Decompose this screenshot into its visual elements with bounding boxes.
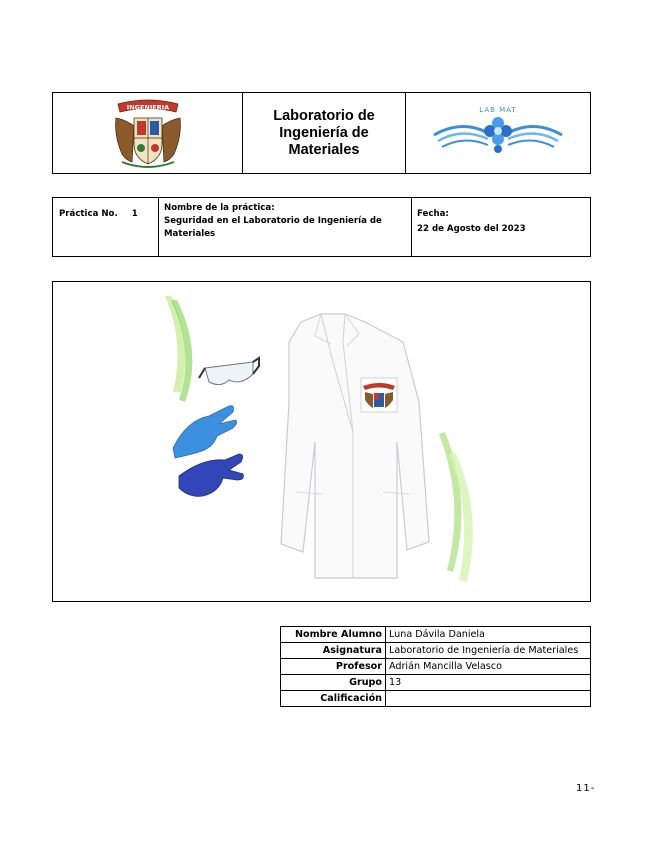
- student-name-label: Nombre Alumno: [281, 627, 386, 643]
- practice-name-value: Seguridad en el Laboratorio de Ingeniería de Materiales: [164, 216, 382, 239]
- group-label: Grupo: [281, 675, 386, 691]
- lab-title: Laboratorio de Ingeniería de Materiales: [273, 107, 375, 158]
- page-number: 11-: [576, 783, 596, 794]
- subject-label: Asignatura: [281, 643, 386, 659]
- coat-emblem-icon: [361, 378, 397, 412]
- labmat-logo-text: LAB MAT: [479, 106, 517, 114]
- header-table: [52, 92, 591, 174]
- safety-glasses-icon: [199, 358, 259, 385]
- practice-table: [52, 197, 591, 257]
- practice-number-label: Práctica No.: [59, 209, 118, 219]
- table-row: [281, 627, 591, 643]
- ingenieria-logo: [112, 96, 184, 170]
- group-value: 13: [386, 675, 591, 691]
- student-info-table: [280, 626, 591, 707]
- safety-equipment-illustration: [53, 282, 590, 601]
- table-row: [281, 675, 591, 691]
- professor-value: Adrián Mancilla Velasco: [386, 659, 591, 675]
- practice-name-label: Nombre de la práctica:: [164, 203, 275, 213]
- grade-value: [386, 691, 591, 707]
- labmat-logo: [432, 101, 564, 165]
- date-value: 22 de Agosto del 2023: [417, 224, 526, 234]
- labmat-logo-cell: [406, 93, 590, 173]
- student-name-value: Luna Dávila Daniela: [386, 627, 591, 643]
- subject-value: Laboratorio de Ingeniería de Materiales: [386, 643, 591, 659]
- practice-number-value: 1: [131, 209, 138, 219]
- professor-label: Profesor: [281, 659, 386, 675]
- practice-number-cell: [53, 198, 159, 256]
- blue-nitrile-glove-icon: [173, 406, 237, 458]
- lab-coat-icon: [281, 314, 429, 578]
- title-cell: [243, 93, 406, 173]
- logo-banner-text: INGENIERIA: [126, 103, 169, 112]
- unam-logo-cell: [53, 93, 243, 173]
- dark-blue-glove-icon: [179, 454, 243, 496]
- practice-name-cell: [159, 198, 412, 256]
- safety-equipment-image-box: [52, 281, 591, 602]
- practice-date-cell: [412, 198, 590, 256]
- grade-label: Calificación: [281, 691, 386, 707]
- table-row: [281, 659, 591, 675]
- table-row: [281, 643, 591, 659]
- date-label: Fecha:: [417, 209, 449, 219]
- table-row: [281, 691, 591, 707]
